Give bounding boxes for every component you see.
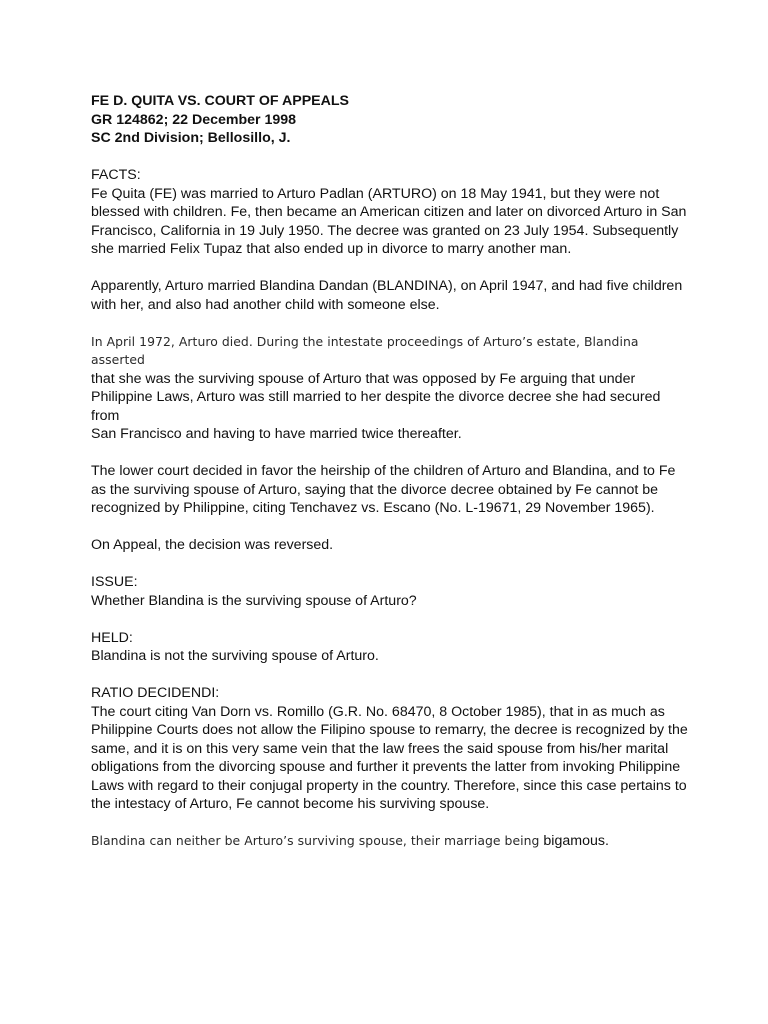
ratio-paragraph-1: The court citing Van Dorn vs. Romillo (G.R. No. 68470, 8 October 1985), that in as much as Philippine Courts does not allow the Filipino spouse to remarry, the decree is recognized by the same, and it is on this very same vein that the law frees the said spouse from his/her marital obligations from the divorcing spouse and further it prevents the latter from invoking Philippine Laws with regard to their conjugal property in the country. Therefore, since this case pertains to the intestacy of Arturo, Fe cannot become his surviving spouse. (91, 703, 688, 812)
spacer (91, 259, 691, 278)
facts-paragraph-2: Apparently, Arturo married Blandina Dandan (BLANDINA), on April 1947, and had five children with her, and also had another child with someone else. (91, 278, 683, 313)
ratio-paragraph-2-lead: Blandina can neither be Arturo’s surviving spouse, their marriage being (91, 833, 544, 848)
ratio-heading: RATIO DECIDENDI: (91, 685, 220, 701)
facts-paragraph-4: The lower court decided in favor the heirship of the children of Arturo and Blandina, and to Fe as the surviving spouse of Arturo, saying that the divorce decree obtained by Fe cannot be recognized by Philippine, citing Tenchavez vs. Escano (No. L-19671, 29 November 1965). (91, 463, 676, 516)
facts-paragraph-3-lead: In April 1972, Arturo died. During the intestate proceedings of Arturo’s estate, Blandina asserted (91, 333, 639, 367)
case-title: FE D. QUITA VS. COURT OF APPEALS (91, 93, 350, 109)
spacer (91, 666, 691, 685)
facts-paragraph-5: On Appeal, the decision was reversed. (91, 537, 334, 553)
spacer (91, 444, 691, 463)
issue-text: Whether Blandina is the surviving spouse of Arturo? (91, 592, 417, 609)
case-division: SC 2nd Division; Bellosillo, J. (91, 130, 291, 146)
ratio-paragraph-2-end: bigamous. (543, 833, 609, 849)
held-heading: HELD: (91, 629, 133, 646)
facts-paragraph-1: Fe Quita (FE) was married to Arturo Padlan (ARTURO) on 18 May 1941, but they were not blessed with children. Fe, then became an American citizen and later on divorced Arturo in San Francisco, California in 19 July 1950. The decree was granted on 23 July 1954. Subsequently she married Felix Tupaz that also ended up in divorce to marry another man. (91, 185, 687, 257)
spacer (91, 610, 691, 629)
issue-heading: ISSUE: (91, 574, 138, 590)
facts-heading: FACTS: (91, 167, 141, 183)
spacer (91, 518, 691, 537)
document-page (91, 92, 691, 851)
spacer (91, 148, 691, 167)
case-number: GR 124862; 22 December 1998 (91, 111, 297, 128)
ratio-paragraph-2 (91, 832, 691, 851)
held-text: Blandina is not the surviving spouse of Arturo. (91, 648, 379, 664)
spacer (91, 555, 691, 574)
facts-paragraph-3: that she was the surviving spouse of Arturo that was opposed by Fe arguing that under Philippine Laws, Arturo was still married to her despite the divorce decree she had secured from San Francisco and having to have married twice thereafter. (91, 370, 661, 442)
spacer (91, 314, 691, 333)
spacer (91, 814, 691, 833)
